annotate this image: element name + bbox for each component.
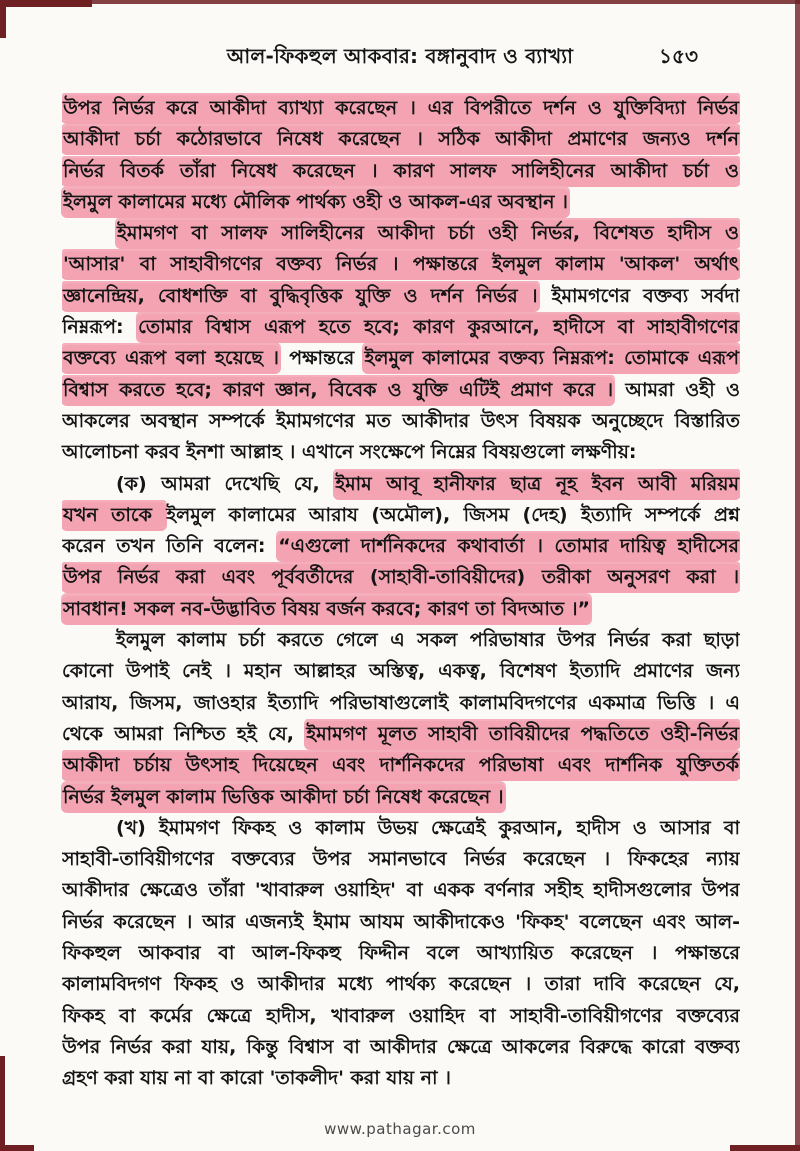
- highlighted-text: জ্ঞানেন্দ্রিয়, বোধশক্তি বা বুদ্ধিবৃত্তিক যুক্তি ও দর্শন নির্ভর ।: [63, 284, 538, 307]
- text-line: [62, 500, 740, 531]
- text-line: [62, 969, 740, 1000]
- text-segment: কালামবিদগণ ফিকহ ও আকীদার মধ্যে পার্থক্য করেছেন । তারা দাবি করেছেন যে,: [62, 973, 740, 996]
- highlighted-text: ইলমুল কালামের বক্তব্য নিম্নরূপ: তোমাকে এরূপ: [364, 347, 739, 370]
- book-title: আল-ফিকহুল আকবার: বঙ্গানুবাদ ও ব্যাখ্যা: [226, 44, 574, 68]
- highlighted-text: উপর নির্ভর করা এবং পূর্ববর্তীদের (সাহাবী-তাবিয়ীদের) তরীকা অনুসরণ করা ।: [63, 566, 739, 589]
- text-line: [62, 249, 740, 280]
- text-segment: ইলমুল কালামের আরায (অমৌল), জিসম (দেহ) ইত্যাদি সম্পর্কে প্রশ্ন: [166, 503, 740, 526]
- text-line: [62, 875, 740, 906]
- text-segment: ফিকহুল আকবার বা আল-ফিকহু ফিদ্দীন বলে আখ্যায়িত করেছেন । পক্ষান্তরে: [62, 942, 740, 965]
- text-line: [62, 312, 740, 343]
- text-line: [62, 1001, 740, 1032]
- text-line: [62, 343, 740, 374]
- text-segment: নির্ভর করেছেন । আর এজন্যই ইমাম আযম আকীদাকেও 'ফিকহ' বলেছেন এবং আল-: [62, 910, 740, 933]
- text-line: [62, 1063, 740, 1094]
- text-line: [62, 156, 740, 187]
- text-line: [62, 719, 740, 750]
- text-segment: আকীদার ক্ষেত্রেও তাঁরা 'খাবারুল ওয়াহিদ' বা একক বর্ণনার সহীহ হাদীসগুলোর উপর: [62, 879, 740, 902]
- highlighted-text: বক্তব্যে এরূপ বলা হয়েছে ।: [63, 347, 279, 370]
- text-line: [62, 437, 740, 468]
- highlighted-text: ইলমুল কালামের মধ্যে মৌলিক পার্থক্য ওহী ও আকল-এর অবস্থান ।: [63, 190, 568, 213]
- highlighted-text: তোমার বিশ্বাস এরূপ হতে হবে; কারণ কুরআনে, হাদীসে বা সাহাবীগণের: [138, 316, 739, 339]
- text-segment: উপর নির্ভর করা যায়, কিন্তু বিশ্বাস বা আকীদার ক্ষেত্রে আকলের বিরুদ্ধে কারো বক্তব্য: [62, 1035, 740, 1058]
- highlighted-text: যখন তাকে: [63, 503, 166, 526]
- scan-edge-bottom-right: [730, 1145, 800, 1151]
- text-line: [62, 124, 740, 155]
- scan-edge-left: [0, 0, 6, 38]
- highlighted-text: “এগুলো দার্শনিকদের কথাবার্তা । তোমার দায়িত্ব হাদীসের: [278, 535, 739, 558]
- highlighted-text: ইমামগণ মূলত সাহাবী তাবিয়ীদের পদ্ধতিতে ওহী-নির্ভর: [306, 722, 739, 745]
- scan-edge-top-left: [0, 0, 92, 7]
- text-segment: করেন তখন তিনি বলেন:: [62, 535, 278, 558]
- text-segment: থেকে আমরা নিশ্চিত হই যে,: [62, 722, 306, 745]
- text-line: [62, 750, 740, 781]
- text-line: [62, 562, 740, 593]
- text-line: [62, 688, 740, 719]
- text-line: [62, 406, 740, 437]
- text-line: [62, 656, 740, 687]
- highlighted-text: বিশ্বাস করতে হবে; কারণ জ্ঞান, বিবেক ও যুক্তি এটিই প্রমাণ করে ।: [63, 378, 614, 401]
- text-segment: আমরা ওহী ও: [614, 378, 740, 401]
- highlighted-text: আকীদা চর্চা কঠোরভাবে নিষেধ করেছেন । সঠিক আকীদা প্রমাণের জন্যও দর্শন: [63, 128, 739, 151]
- text-segment: আকলের অবস্থান সম্পর্কে ইমামগণের মত আকীদার উৎস বিষয়ক অনুচ্ছেদে বিস্তারিত: [62, 409, 740, 432]
- page-footer: [0, 1120, 800, 1138]
- text-segment: গ্রহণ করা যায় না বা কারো 'তাকলীদ' করা যায় না ।: [62, 1067, 451, 1090]
- page-header: [62, 42, 738, 76]
- text-line: [62, 907, 740, 938]
- text-segment: আলোচনা করব ইনশা আল্লাহ । এখানে সংক্ষেপে নিম্নের বিষয়গুলো লক্ষণীয়:: [62, 441, 637, 464]
- highlighted-text: সাবধান! সকল নব-উদ্ভাবিত বিষয় বর্জন করবে; কারণ তা বিদআত ।”: [63, 597, 591, 620]
- highlighted-text: উপর নির্ভর করে আকীদা ব্যাখ্যা করেছেন । এর বিপরীতে দর্শন ও যুক্তিবিদ্যা নির্ভর: [63, 97, 739, 119]
- text-line: [62, 469, 740, 500]
- highlighted-text: নির্ভর ইলমুল কালাম ভিত্তিক আকীদা চর্চা নিষেধ করেছেন ।: [63, 785, 504, 808]
- text-line: [62, 375, 740, 406]
- text-segment: নিম্নরূপ:: [62, 316, 138, 339]
- text-line: [62, 594, 740, 625]
- text-line: [62, 844, 740, 875]
- page-number: ১৫৩: [659, 44, 698, 68]
- text-segment: ইলমুল কালাম চর্চা করতে গেলে এ সকল পরিভাষার উপর নির্ভর করা ছাড়া: [116, 629, 740, 652]
- text-segment: কোনো উপাই নেই । মহান আল্লাহর অস্তিত্ব, একত্ব, বিশেষণ ইত্যাদি প্রমাণের জন্য: [62, 660, 740, 683]
- text-line: [62, 625, 740, 656]
- text-line: [62, 782, 740, 813]
- highlighted-text: 'আসার' বা সাহাবীগণের বক্তব্য নির্ভর । পক্ষান্তরে ইলমুল কালাম 'আকল' অর্থাৎ: [63, 253, 739, 276]
- text-line: [62, 281, 740, 312]
- text-segment: (ক) আমরা দেখেছি যে,: [116, 472, 335, 495]
- scan-edge-right: [795, 0, 800, 1151]
- highlighted-text: নির্ভর বিতর্ক তাঁরা নিষেধ করেছেন । কারণ সালফ সালিহীনের আকীদা চর্চা ও: [63, 159, 739, 182]
- text-segment: পক্ষান্তরে: [279, 347, 364, 370]
- text-segment: ফিকহ বা কর্মের ক্ষেত্রে হাদীস, খাবারুল ওয়াহিদ বা সাহাবী-তাবিয়ীগণের বক্তব্যের: [62, 1004, 740, 1027]
- text-line: [62, 187, 740, 218]
- highlighted-text: ইমামগণ বা সালফ সালিহীনের আকীদা চর্চা ওহী নির্ভর, বিশেষত হাদীস ও: [117, 222, 739, 245]
- text-segment: (খ) ইমামগণ ফিকহ ও কালাম উভয় ক্ষেত্রেই কুরআন, হাদীস ও আসার বা: [116, 816, 740, 839]
- text-line: [62, 938, 740, 969]
- text-segment: ইমামগণের বক্তব্য সর্বদা: [538, 284, 740, 307]
- page-body: [62, 93, 740, 1095]
- highlighted-text: ইমাম আবূ হানীফার ছাত্র নূহ ইবন আবী মরিয়ম: [335, 472, 739, 495]
- text-segment: আরায, জিসম, জাওহার ইত্যাদি পরিভাষাগুলোই কালামবিদগণের একমাত্র ভিত্তি । এ: [62, 691, 740, 714]
- text-line: [62, 1032, 740, 1063]
- text-segment: সাহাবী-তাবিয়ীগণের বক্তব্যের উপর সমানভাবে নির্ভর করেছেন । ফিকহের ন্যায়: [62, 848, 740, 871]
- text-line: [62, 813, 740, 844]
- scan-edge-top: [80, 0, 800, 4]
- footer-url: www.pathagar.com: [324, 1120, 476, 1138]
- text-line: [62, 531, 740, 562]
- text-line: [62, 218, 740, 249]
- highlighted-text: আকীদা চর্চায় উৎসাহ দিয়েছেন এবং দার্শনিকদের পরিভাষা এবং দার্শনিক যুক্তিতর্ক: [63, 754, 739, 777]
- scan-edge-bottom: [0, 1145, 34, 1151]
- text-line: [62, 93, 740, 124]
